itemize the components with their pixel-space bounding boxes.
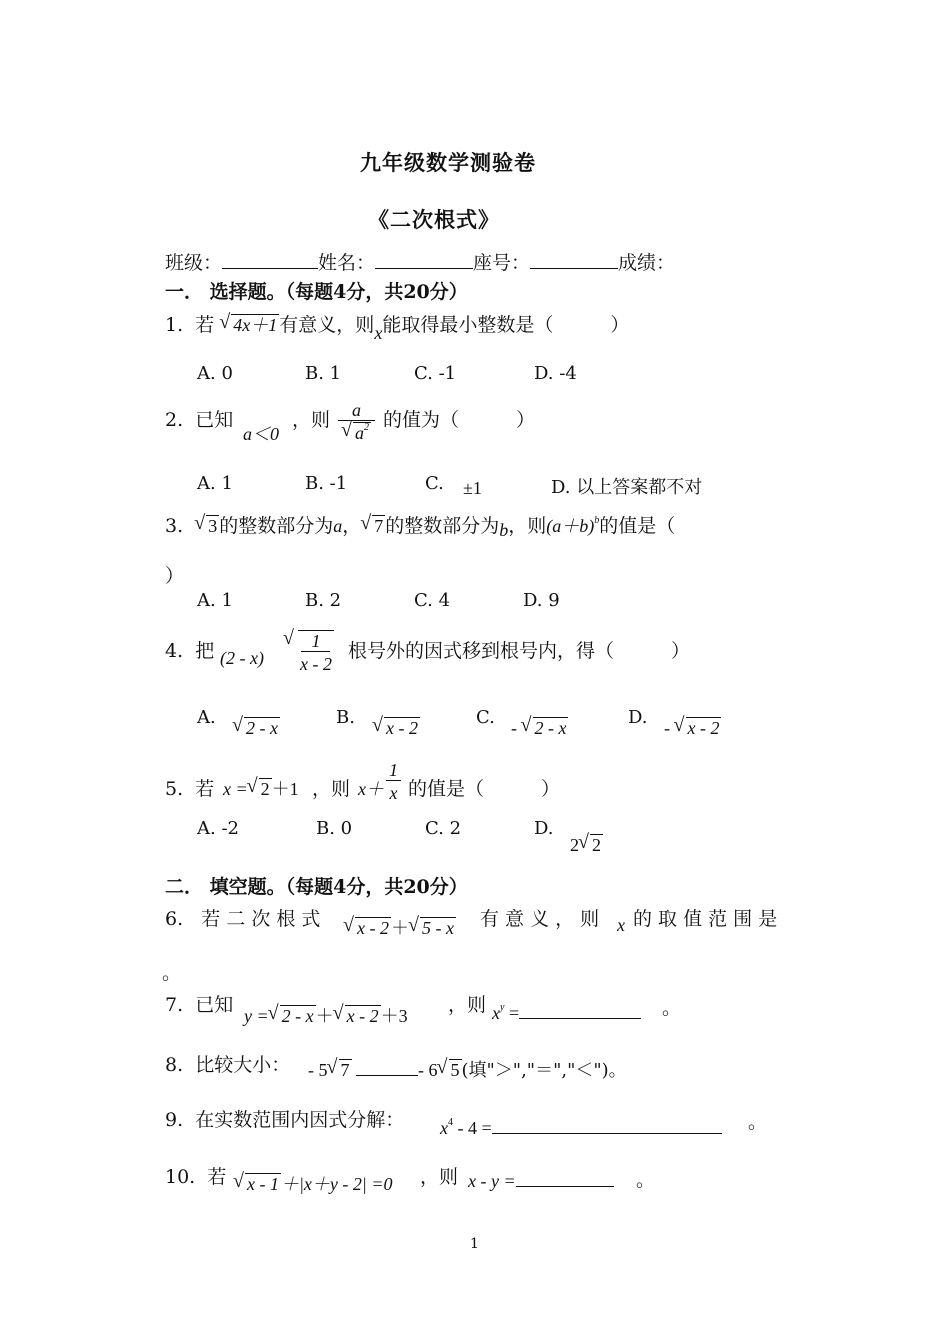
q4-a-radicand: 2 - x bbox=[246, 718, 278, 738]
q5-frac-num: 1 bbox=[386, 760, 401, 781]
q2-option-a[interactable]: A. 1 bbox=[197, 473, 233, 494]
q5-frac-den: x bbox=[389, 783, 398, 803]
q1-number: 1. bbox=[165, 314, 184, 336]
question-4 bbox=[165, 636, 214, 663]
q4-frac-num: √ 1 bbox=[301, 631, 330, 652]
q4-option-d-expr bbox=[664, 717, 721, 739]
q4-option-a-expr bbox=[233, 717, 280, 739]
question-1 bbox=[165, 310, 630, 343]
q5-plus1: ＋1 bbox=[271, 779, 299, 799]
seat-label: 座号： bbox=[473, 252, 531, 274]
page-title: 九年级数学测验卷 bbox=[360, 150, 536, 175]
q8-lhs-radicand: 7 bbox=[340, 1060, 350, 1080]
q8-blank[interactable] bbox=[356, 1059, 418, 1076]
q5-condition bbox=[223, 775, 299, 801]
q5-d-radicand: 2 bbox=[592, 835, 601, 855]
q6-mid: 有 意 义 ， 则 bbox=[480, 908, 600, 930]
q3-a: a bbox=[333, 516, 343, 536]
q10-end: 。 bbox=[636, 1169, 656, 1191]
q1-var: x bbox=[374, 323, 383, 343]
q8-number: 8. bbox=[165, 1054, 184, 1076]
q5-fraction bbox=[386, 760, 401, 804]
q1-post: 能取得最小整数是（ ） bbox=[382, 314, 630, 336]
q2-option-b[interactable]: B. -1 bbox=[305, 473, 348, 494]
q10-abs: ＋|x＋y - 2| =0 bbox=[280, 1174, 393, 1194]
q5-option-d[interactable]: D. bbox=[534, 818, 554, 839]
q1-radicand: 4x＋1 bbox=[233, 315, 278, 335]
q4-d-neg: - bbox=[664, 718, 670, 738]
q4-option-b-expr bbox=[373, 717, 420, 739]
q9-expr bbox=[440, 1117, 722, 1139]
q5-option-d-expr bbox=[570, 834, 603, 856]
q6-radicand-2: 5 - x bbox=[421, 918, 454, 938]
q4-b-radicand: x - 2 bbox=[386, 718, 418, 738]
q4-c-radicand: 2 - x bbox=[534, 718, 567, 738]
q9-number: 9. bbox=[165, 1109, 184, 1131]
q1-sqrt bbox=[220, 314, 279, 336]
q3-sep: ， bbox=[342, 515, 362, 537]
q9-rest: - 4 = bbox=[457, 1118, 492, 1138]
q10-number: 10. bbox=[165, 1166, 196, 1188]
q10-expr-text: x - y = bbox=[468, 1171, 516, 1191]
q6-plus: ＋ bbox=[390, 918, 409, 938]
q10-answer bbox=[468, 1170, 614, 1192]
q10-expr bbox=[234, 1170, 393, 1196]
q2-post: 的值为（ ） bbox=[383, 409, 536, 431]
q3-option-a[interactable]: A. 1 bbox=[197, 590, 233, 611]
q7-eq: = bbox=[508, 1003, 520, 1023]
q6-end: 。 bbox=[162, 962, 182, 984]
q8-rhs-radicand: 5 bbox=[450, 1060, 460, 1080]
q4-d-radicand: x - 2 bbox=[687, 718, 720, 738]
q3-sqrt-7 bbox=[361, 515, 385, 537]
question-9 bbox=[165, 1105, 404, 1132]
q3-sqrt-3 bbox=[195, 515, 219, 537]
q4-frac-den: x - 2 bbox=[300, 654, 332, 674]
q4-pre: 把 bbox=[195, 640, 215, 662]
q4-post: 根号外的因式移到根号内，得（ ） bbox=[348, 640, 691, 662]
q4-option-c-expr bbox=[511, 717, 568, 739]
q4-radical bbox=[284, 630, 334, 675]
q7-x: x bbox=[492, 1003, 500, 1023]
q5-option-c[interactable]: C. 2 bbox=[425, 818, 462, 839]
q7-answer bbox=[492, 1002, 641, 1024]
q1-option-b[interactable]: B. 1 bbox=[305, 363, 342, 384]
q6-radicand-1: x - 2 bbox=[357, 918, 389, 938]
q7-blank[interactable] bbox=[519, 1002, 641, 1019]
q3-expr: (a＋b) bbox=[546, 516, 595, 536]
q9-end: 。 bbox=[748, 1111, 768, 1133]
q9-blank[interactable] bbox=[492, 1117, 722, 1134]
q7-mid: ，则 bbox=[448, 994, 487, 1016]
q4-option-d[interactable]: D. bbox=[628, 707, 648, 728]
q9-x: x bbox=[440, 1118, 448, 1138]
q5-x-plus: x＋ bbox=[358, 779, 384, 799]
q4-factor bbox=[220, 648, 264, 669]
q3-t3: ，则 bbox=[508, 515, 547, 537]
q1-pre: 若 bbox=[195, 314, 215, 336]
q5-mid: ，则 bbox=[312, 778, 351, 800]
q6-post: 的 取 值 范 围 是 bbox=[633, 908, 778, 930]
question-8 bbox=[165, 1050, 290, 1077]
q7-number: 7. bbox=[165, 994, 184, 1016]
q5-d-coef: 2 bbox=[570, 835, 579, 855]
question-10 bbox=[165, 1162, 226, 1189]
q3-t4: 的值是（ bbox=[599, 515, 676, 537]
q9-pre: 在实数范围内因式分解： bbox=[195, 1109, 405, 1131]
q10-mid: ，则 bbox=[420, 1166, 459, 1188]
q8-note: (填"＞","＝","＜")。 bbox=[461, 1060, 627, 1081]
q10-blank[interactable] bbox=[516, 1170, 614, 1187]
q5-radicand: 2 bbox=[260, 779, 270, 799]
q3-b: b bbox=[499, 520, 509, 540]
q2-option-d[interactable]: D. 以上答案都不对 bbox=[551, 477, 703, 498]
q2-number: 2. bbox=[165, 409, 184, 431]
q2-pre: 已知 bbox=[195, 409, 234, 431]
q5-option-b[interactable]: B. 0 bbox=[316, 818, 353, 839]
q6-var: x bbox=[617, 915, 625, 935]
seat-blank[interactable] bbox=[530, 252, 618, 269]
q2-fraction bbox=[338, 400, 375, 447]
name-blank[interactable] bbox=[375, 252, 473, 269]
q3-option-b[interactable]: B. 2 bbox=[305, 590, 342, 611]
q4-option-b[interactable]: B. bbox=[336, 707, 355, 728]
question-6 bbox=[165, 904, 320, 931]
q2-option-c[interactable]: C. bbox=[425, 473, 444, 494]
q3-t2: 的整数部分为 bbox=[385, 515, 500, 537]
q7-y: y = bbox=[244, 1006, 269, 1026]
q5-number: 5. bbox=[165, 778, 184, 800]
question-2 bbox=[165, 405, 233, 432]
q3-close: ） bbox=[165, 565, 185, 587]
page-number: 1 bbox=[470, 1236, 479, 1252]
q5-option-a[interactable]: A. -2 bbox=[197, 818, 239, 839]
q1-option-d[interactable]: D. -4 bbox=[534, 363, 577, 384]
q2-condition: a＜0 bbox=[243, 424, 279, 444]
q2-option-c-value: ±1 bbox=[463, 478, 482, 498]
q8-expr bbox=[308, 1056, 627, 1082]
q7-plus3: ＋3 bbox=[380, 1006, 408, 1026]
q4-number: 4. bbox=[165, 640, 184, 662]
q1-option-c[interactable]: C. -1 bbox=[414, 363, 457, 384]
question-7 bbox=[165, 990, 233, 1017]
section1-heading: 一． 选择题。（每题4分，共20分） bbox=[165, 281, 468, 303]
q6-pre: 若 二 次 根 式 bbox=[201, 908, 321, 930]
q6-number: 6. bbox=[165, 908, 184, 930]
q3-option-d[interactable]: D. 9 bbox=[523, 590, 560, 611]
q4-factor-text: (2 - x) bbox=[220, 648, 264, 668]
question-3 bbox=[165, 511, 675, 538]
q8-rhs: - 6 bbox=[418, 1060, 438, 1080]
section2-heading: 二． 填空题。（每题4分，共20分） bbox=[165, 876, 468, 898]
q8-lhs: - 5 bbox=[308, 1060, 328, 1080]
q3-number: 3. bbox=[165, 515, 184, 537]
q7-end: 。 bbox=[662, 997, 682, 1019]
q3-t1: 的整数部分为 bbox=[219, 515, 334, 537]
name-label: 姓名： bbox=[318, 252, 376, 274]
q4-option-a[interactable]: A. bbox=[197, 707, 216, 728]
q7-radicand-2: x - 2 bbox=[346, 1006, 379, 1026]
q2-den-exp: 2 bbox=[364, 422, 369, 433]
page-subtitle: 《二次根式》 bbox=[368, 207, 500, 232]
q1-option-a[interactable]: A. 0 bbox=[197, 363, 233, 384]
score-label: 成绩： bbox=[618, 252, 676, 274]
q7-plus: ＋ bbox=[315, 1006, 334, 1026]
info-line bbox=[165, 248, 675, 275]
q8-pre: 比较大小： bbox=[195, 1054, 291, 1076]
q10-radicand: x - 1 bbox=[247, 1174, 279, 1194]
q3-option-c[interactable]: C. 4 bbox=[414, 590, 451, 611]
q5-x-eq: x = bbox=[223, 779, 248, 799]
q9-exp: 4 bbox=[448, 1117, 453, 1128]
q4-option-c[interactable]: C. bbox=[476, 707, 495, 728]
q2-mid: ，则 bbox=[292, 409, 331, 431]
q2-frac-den: a bbox=[355, 423, 364, 443]
q7-expr bbox=[244, 1002, 408, 1028]
q3-radicand-1: 3 bbox=[208, 516, 218, 536]
q7-radicand-1: 2 - x bbox=[281, 1006, 314, 1026]
q5-post: 的值是（ ） bbox=[408, 778, 561, 800]
q6-expr bbox=[344, 914, 456, 940]
q7-pre: 已知 bbox=[195, 994, 234, 1016]
q5-pre: 若 bbox=[195, 778, 215, 800]
class-blank[interactable] bbox=[222, 252, 318, 269]
q3-exp: b bbox=[594, 515, 600, 526]
q10-pre: 若 bbox=[207, 1166, 227, 1188]
q3-radicand-2: 7 bbox=[374, 516, 384, 536]
q1-mid: 有意义，则 bbox=[279, 314, 375, 336]
class-label: 班级： bbox=[165, 252, 223, 274]
question-5 bbox=[165, 774, 214, 801]
q7-exp: y bbox=[500, 1002, 505, 1013]
q2-frac-num: a bbox=[338, 400, 375, 421]
q4-c-neg: - bbox=[511, 718, 517, 738]
